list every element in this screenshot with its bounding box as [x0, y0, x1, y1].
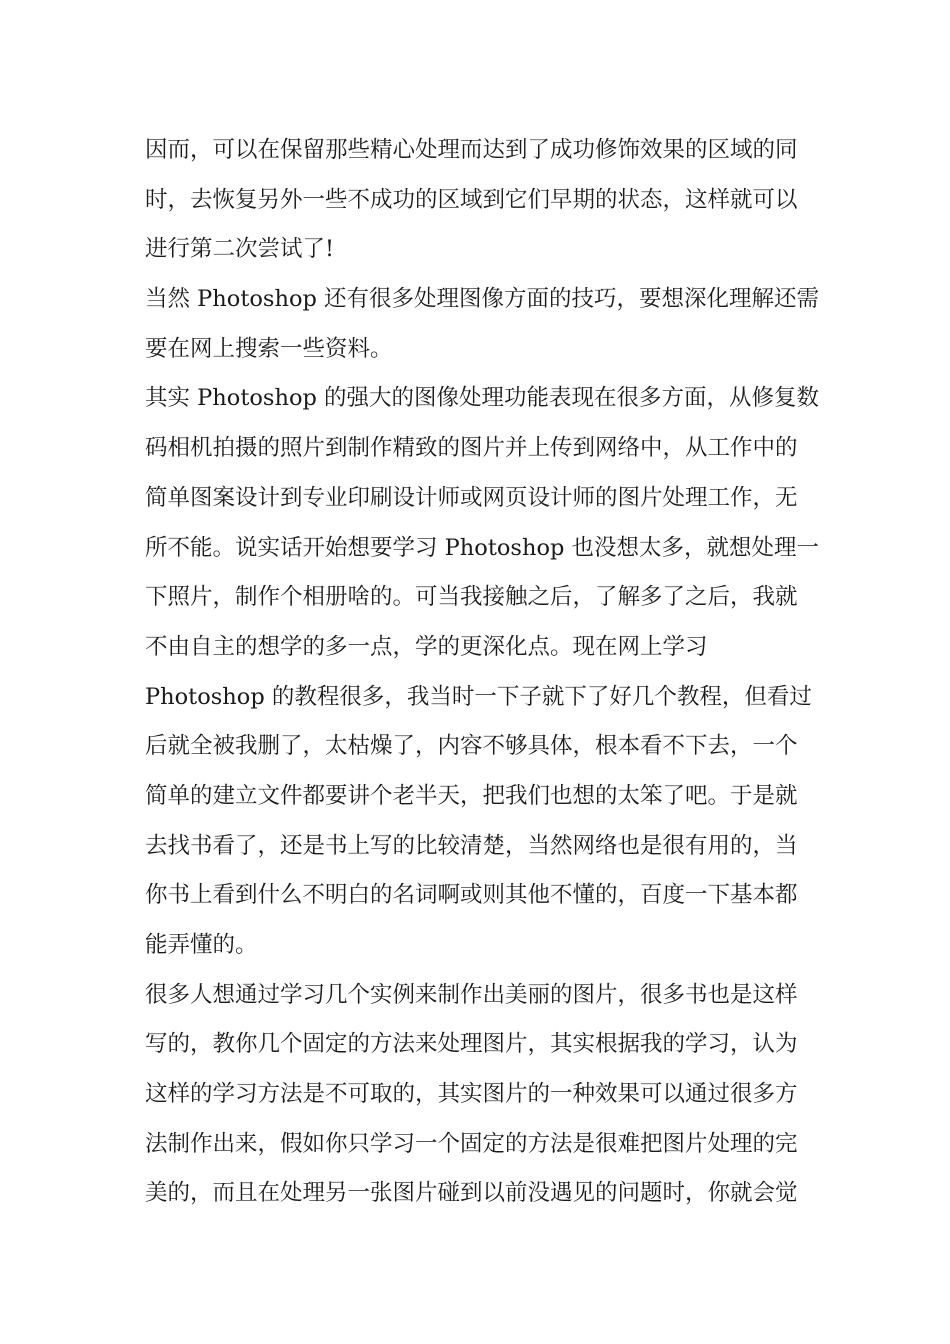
paragraph-1 [145, 126, 815, 275]
text-line: 简单的建立文件都要讲个老半天，把我们也想的太笨了吧。于是就 [145, 782, 798, 809]
text-line: 你书上看到什么不明白的名词啊或则其他不懂的，百度一下基本都 [145, 882, 798, 909]
text-line: 去找书看了，还是书上写的比较清楚，当然网络也是很有用的，当 [145, 832, 798, 859]
text-line: 下照片，制作个相册啥的。可当我接触之后，了解多了之后，我就 [145, 584, 798, 611]
text-line: 这样的学习方法是不可取的，其实图片的一种效果可以通过很多方 [145, 1081, 798, 1108]
text-line: 进行第二次尝试了! [145, 236, 335, 263]
text-line: 其实 Photoshop 的强大的图像处理功能表现在很多方面，从修复数 [145, 385, 820, 412]
text-line: 码相机拍摄的照片到制作精致的图片并上传到网络中，从工作中的 [145, 435, 798, 462]
text-line: 时，去恢复另外一些不成功的区域到它们早期的状态，这样就可以 [145, 186, 798, 213]
text-line: 简单图案设计到专业印刷设计师或网页设计师的图片处理工作，无 [145, 484, 798, 511]
document-body [145, 126, 820, 1219]
paragraph-3 [145, 374, 820, 970]
text-line: 美的，而且在处理另一张图片碰到以前没遇见的问题时，你就会觉 [145, 1180, 798, 1207]
text-line: 所不能。说实话开始想要学习 Photoshop 也没想太多，就想处理一 [145, 534, 820, 561]
text-line: Photoshop 的教程很多，我当时一下子就下了好几个教程，但看过 [145, 683, 812, 710]
text-line: 不由自主的想学的多一点，学的更深化点。现在网上学习 [145, 633, 708, 660]
paragraph-2 [145, 275, 820, 374]
text-line: 要在网上搜索一些资料。 [145, 335, 393, 362]
text-line: 很多人想通过学习几个实例来制作出美丽的图片，很多书也是这样 [145, 981, 798, 1008]
text-line: 后就全被我删了，太枯燥了，内容不够具体，根本看不下去，一个 [145, 733, 798, 760]
text-line: 因而，可以在保留那些精心处理而达到了成功修饰效果的区域的同 [145, 137, 798, 163]
text-line: 写的，教你几个固定的方法来处理图片，其实根据我的学习，认为 [145, 1031, 798, 1058]
text-line: 能弄懂的。 [145, 932, 258, 958]
paragraph-4 [145, 971, 815, 1219]
text-line: 当然 Photoshop 还有很多处理图像方面的技巧，要想深化理解还需 [145, 286, 820, 313]
text-line: 法制作出来，假如你只学习一个固定的方法是很难把图片处理的完 [145, 1130, 798, 1157]
